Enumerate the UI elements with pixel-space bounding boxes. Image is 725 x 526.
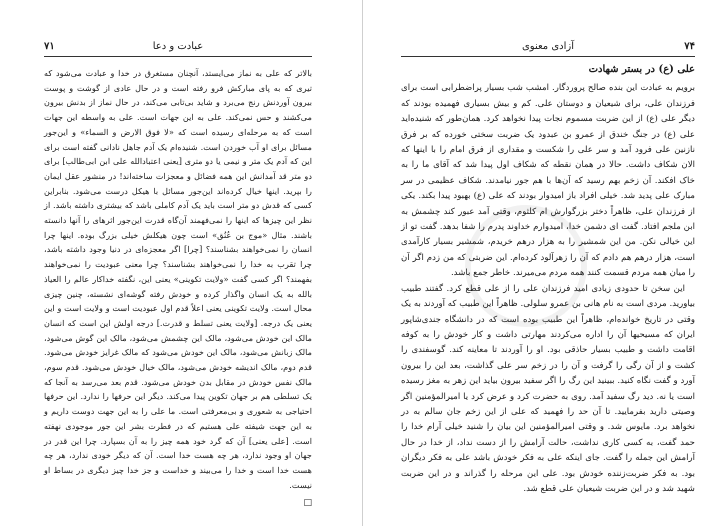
right-page xyxy=(363,0,725,526)
left-page-header xyxy=(44,40,312,54)
right-page-running-title: آزادی معنوی xyxy=(521,41,575,52)
right-paragraph-2: این سخن تا حدودی زیادی امید فرزندان علی را از علی قطع کرد. گفتند طبیب بیاورید. مردی است به نام هانی بن عمرو سلولی. ظاهراً این طبیب که آوردند به یک وقتی در تاریخ خوانده‌ام، ظاهراً این طبیب بوده است که در دانشگاه جندی‌شاپور ایران که مسیحیها آن را اداره می‌کردند مهارتی داشت و کار خودش را به کوفه اقامت داشت و طبیب بسیار حاذقی بود. او را آوردند تا معاینه کند. گوسفندی را کشت و از آن رگی را گرفت و آن را در زخم سر علی گذاشت، بعد این را بیرون آورد و گفت نگاه کنید. ببینید این رگ را اگر سفید بیرون بیاید این زهر به مغز رسیده است یا نه. دید رگ سفید آمد. روی به حضرت کرد و عرض کرد یا امیرالمؤمنین اگر وصیتی دارید بفرمایید. تا آن حد را فهمید که علی از این زخم جان سالم به در نخواهد برد. مایوس شد. و وقتی امیرالمؤمنین این بیان را شنید خیلی آرام خدا را حمد گفت، به کسی کاری نداشت، حالت آرامش را از دست نداد، از خدا در حال آرامش این جمله را گفت. جای اینکه علی به فکر خودش باشد علی به فکر دیگران بود. به فکر ضربت‌زننده خودش بود. علی این مرحله را گذراند و در این ضربت شهید شد و در این ضربت شیعیان علی قطع شد. xyxy=(401,283,695,494)
right-header-rule xyxy=(401,56,695,57)
left-paragraph-1: بالاتر که علی به نماز می‌ایستد، آنچنان مستغرق در خدا و عبادت می‌شود که تیری که به پای مبارکش فرو رفته است و در حال عادی از گوشت و پوست بیرون آوردنش رنج می‌برد و شاید بی‌تابی می‌کند، در حال نماز از بدنش بیرون می‌کشند و حس نمی‌کند. علی به این جهات است. علی به واسطه این جهات است که به مرحله‌ای رسیده است که «لا فوق الارض و السماء» و این‌جور مسائل برای او آب خوردن است. شنیده‌ام یک آدم جاهل نادانی گفته است برای این که آدم یک متر و نیمی یا دو متری [یعنی اعتبادالله علی ابن ابی‌طالب] برای دو متر قد آمدانش این همه فضائل و معجزات ساخته‌اند! در منشور عقل ایمان را بپرید. اینها خیال کرده‌اند این‌جور مسائل با هیکل درست می‌شود. بنابراین کسی که قدش دو متر است باید یک آدم کاملی باشد که بیشتری داشته باشد. از نظر این چیزها که اینها را نمی‌فهمند آن‌گاه قدرت این‌جور اثرهای را آنها دانسته باشند. مثال «موج بن عُنُق» است چون هیکلش خیلی بزرگ بوده. اینها چرا انسان را نمی‌خواهند بشناسند؟ [چرا] اگر معجزه‌ای در دنیا وجود داشته باشد، چرا تقرب به خدا را نمی‌خواهند بشناسند؟ چرا معنی عبودیت را نمی‌خواهند بفهمند؟ اگر کسی گفت «ولایت تکوینی» یعنی این، نگفته خداکار عالم را العیاذ بالله به یک انسان واگذار کرده و خودش رفته گوشه‌ای نشسته، چنین چیزی محال است. ولایت تکوینی یعنی اعلاً قدم اول عبودیت است و ولایت است و این یعنی یک درجه. [ولایت یعنی تسلط و قدرت.] درجه اولش این است که انسان مالک این خودش می‌شود، مالک این چشمش می‌شود، مالک این گوش می‌شود، مالک زبانش می‌شود، مالک این خودش می‌شود که مالک غرایز خودش می‌شود. قدم دوم، مالک اندیشه خودش می‌شود، مالک خیال خودش می‌شود. قدم سوم، مالک نفس خودش در مقابل بدن خودش می‌شود. قدم بعد می‌رسد به آنجا که یک تسلطی هم بر جهان تکوین پیدا می‌کند. دیگر این حرفها را ندارد. این حرفها احتیاجی به شعوری و بی‌معرفتی است. ما علی را به این جهت دوست داریم و به این جهت شیفته علی هستیم که در فطرت بشر این جور موجودی نهفته است. [علی یعنی] آن که گرد خود همه چیز را به آن بسپارد. چرا این قدر در جهان او وجود ندارد، هر چه هست خدا است. آن که دیگر خودی ندارد، هر چه هست خدا است و خدا را می‌بیند و خداست و جز خدا چیز دیگری در بساط او نیست. xyxy=(44,68,312,490)
end-of-section-mark: □ xyxy=(303,498,312,509)
section-heading: علی (ع) در بستر شهادت xyxy=(588,64,695,75)
left-page xyxy=(0,0,362,526)
left-page-running-title: عبادت و دعا xyxy=(152,41,204,52)
right-paragraph-1: برویم به عبادت این بنده صالح پروردگار. امشب شب بسیار پراضطرابی است برای فرزندان علی، برای شیعیان و دوستان علی. کم و بیش بسیاری فهمیده بودند که دیگر علی (ع) از این ضربت مسموم نجات پیدا نخواهد کرد. همان‌طور که شنیده‌اید علی (ع) در جنگ خندق از عمرو بن عبدود یک ضربت سختی خورده که بر فرق نازنین علی فرود آمد و سر علی را شکست و مقداری از فرق امام را با اینها که الان شکاف داشت. حالا در همان نقطه که شکاف اول پیدا شد که آقای ما را به خاک افکند. آن زخم بهم رسید که آن‌ها با هم جور نیامدند. شکاف عظیمی در سر مبارک علی پدید شد. خیلی افراد باز امیدوار بودند که علی (ع) بهبود پیدا بکند. یکی از فرزندان علی، ظاهراً دختر بزرگوارش ام کلثوم، وقتی آمد عبور کند چشمش به ابن ملجم افتاد. گفت ای دشمن خدا، امیدوارم خداوند پدرم را شفا بدهد. گفت تو از این خیالی نکن. من این شمشیر را به هزار درهم خریدم، شمشیر بسیار کارآمدی است، هزار درهم هم دادم که آن را زهرآلود کرده‌ام. این ضربتی که من زدم اگر آن را میان همه مردم قسمت کنند همه مردم می‌میرند. خاطر جمع باشد. xyxy=(401,83,695,279)
left-page-body xyxy=(44,66,312,511)
right-page-header xyxy=(401,40,695,54)
left-page-number: ۷۱ xyxy=(44,41,55,52)
right-page-body xyxy=(401,62,695,497)
right-page-number: ۷۴ xyxy=(684,41,695,52)
left-header-rule xyxy=(44,56,312,57)
